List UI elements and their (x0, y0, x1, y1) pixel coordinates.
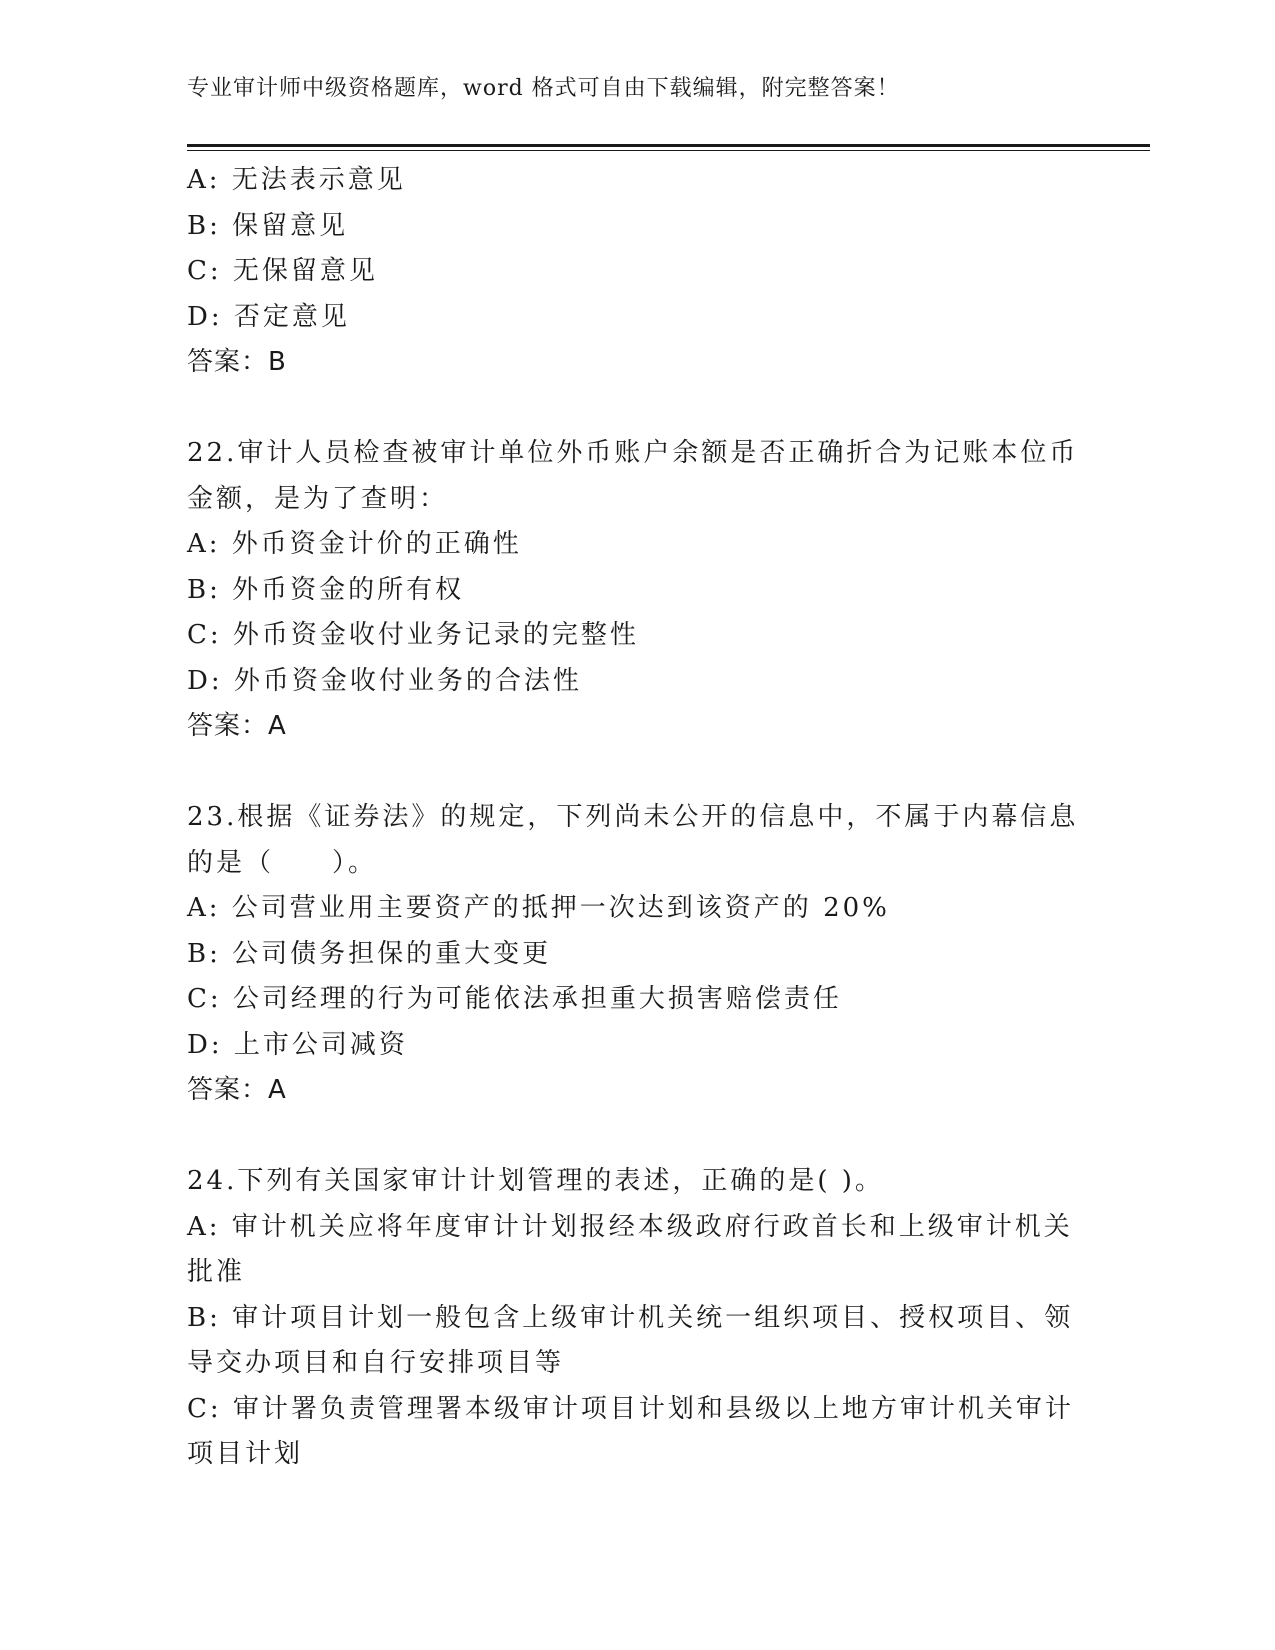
option-b-cont: 导交办项目和自行安排项目等 (187, 1348, 565, 1378)
header-rule-thin (187, 150, 1150, 151)
option-a: A: 审计机关应将年度审计计划报经本级政府行政首长和上级审计机关 (187, 1211, 1073, 1242)
question-text: 23.根据《证券法》的规定，下列尚未公开的信息中，不属于内幕信息 (187, 802, 1079, 832)
question-text: 的是（ ）。 (187, 847, 378, 878)
option-c-cont: 项目计划 (187, 1439, 304, 1469)
question-text: 24.下列有关国家审计计划管理的表述，正确的是( )。 (187, 1166, 884, 1196)
option-b: B: 公司债务担保的重大变更 (187, 938, 552, 969)
option-d: D: 否定意见 (187, 301, 350, 332)
page-header: 专业审计师中级资格题库，word 格式可自由下载编辑，附完整答案！ (187, 76, 900, 101)
option-c: C: 无保留意见 (187, 256, 378, 286)
answer: 答案：B (187, 347, 287, 377)
option-a: A: 外币资金计价的正确性 (187, 529, 522, 559)
option-c: C: 审计署负责管理署本级审计项目计划和县级以上地方审计机关审计 (187, 1393, 1074, 1424)
option-a-cont: 批准 (187, 1257, 246, 1287)
option-c: C: 公司经理的行为可能依法承担重大损害赔偿责任 (187, 984, 842, 1014)
option-c: C: 外币资金收付业务记录的完整性 (187, 620, 639, 650)
option-a: A: 无法表示意见 (187, 165, 406, 195)
option-b: B: 审计项目计划一般包含上级审计机关统一组织项目、授权项目、领 (187, 1302, 1074, 1333)
question-list (187, 158, 1087, 1478)
question-text: 22.审计人员检查被审计单位外币账户余额是否正确折合为记账本位币 (187, 438, 1079, 468)
option-d: D: 外币资金收付业务的合法性 (187, 665, 582, 696)
header-rule (187, 144, 1150, 147)
option-d: D: 上市公司减资 (187, 1029, 408, 1060)
option-b: B: 保留意见 (187, 210, 349, 241)
answer: 答案：A (187, 711, 287, 741)
option-b: B: 外币资金的所有权 (187, 574, 465, 605)
question-text: 金额，是为了查明： (187, 483, 449, 514)
option-a: A: 公司营业用主要资产的抵押一次达到该资产的 20% (187, 893, 890, 923)
answer: 答案：A (187, 1075, 287, 1105)
